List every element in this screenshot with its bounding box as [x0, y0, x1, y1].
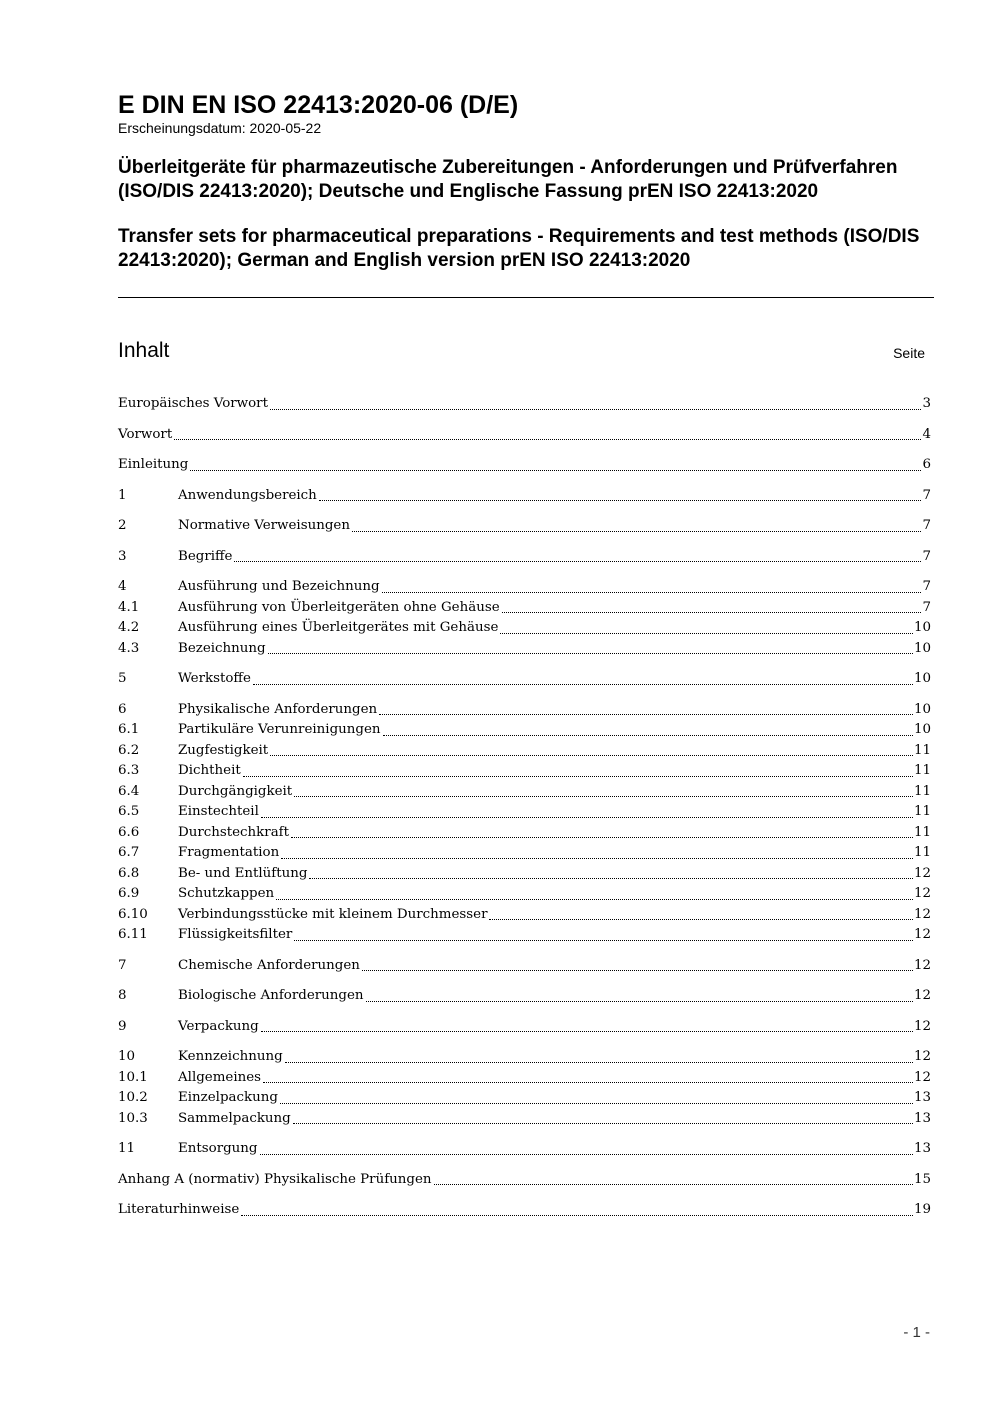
toc-entry[interactable]	[118, 986, 931, 1007]
toc-entry-number: 6.10	[118, 906, 148, 922]
toc-dot-leader	[270, 394, 922, 410]
toc-dot-leader	[309, 864, 912, 880]
toc-entry-page: 12	[913, 1018, 931, 1034]
toc-dot-leader	[260, 1139, 913, 1155]
toc-entry-page: 12	[913, 906, 931, 922]
toc-entry-title: Verpackung	[178, 1018, 259, 1034]
toc-entry[interactable]	[118, 1200, 931, 1221]
toc-dot-leader	[379, 700, 913, 716]
toc-entry[interactable]	[118, 598, 931, 619]
toc-dot-leader	[489, 905, 912, 921]
toc-dot-leader	[234, 547, 921, 563]
toc-entry-page: 6	[922, 457, 931, 472]
toc-dot-leader	[362, 956, 913, 972]
toc-page-label: Seite	[893, 345, 925, 361]
toc-entry-page: 13	[913, 1110, 931, 1126]
toc-entry-page: 12	[913, 957, 931, 973]
toc-entry-title: Flüssigkeitsfilter	[178, 927, 293, 942]
toc-entry[interactable]	[118, 802, 931, 823]
toc-entry-title: Dichtheit	[178, 763, 241, 778]
toc-entry-number: 6.11	[118, 927, 148, 942]
toc-dot-leader	[294, 782, 913, 798]
toc-dot-leader	[174, 425, 921, 441]
toc-entry-title: Einleitung	[118, 457, 189, 472]
toc-entry-page: 12	[913, 927, 931, 942]
toc-entry-page: 12	[913, 988, 931, 1003]
toc-entry-page: 11	[913, 845, 931, 860]
toc-entry[interactable]	[118, 394, 931, 415]
toc-entry-page: 7	[922, 579, 931, 594]
toc-entry-title: Europäisches Vorwort	[118, 396, 268, 411]
toc-entry-number: 6.1	[118, 722, 140, 737]
toc-entry-title: Be- und Entlüftung	[178, 865, 308, 881]
toc-entry-number: 6	[118, 701, 127, 717]
toc-entry[interactable]	[118, 618, 931, 639]
toc-entry[interactable]	[118, 720, 931, 741]
toc-dot-leader	[190, 455, 921, 471]
toc-entry-page: 11	[913, 824, 931, 840]
toc-entry-page: 10	[913, 640, 931, 656]
toc-entry-page: 13	[913, 1090, 931, 1105]
toc-entry[interactable]	[118, 516, 931, 537]
toc-entry-title: Literaturhinweise	[118, 1202, 240, 1217]
toc-dot-leader	[500, 618, 913, 634]
toc-entry[interactable]	[118, 884, 931, 905]
toc-entry-number: 6.4	[118, 783, 140, 799]
toc-entry[interactable]	[118, 1088, 931, 1109]
toc-dot-leader	[294, 925, 913, 941]
toc-dot-leader	[243, 761, 913, 777]
toc-dot-leader	[502, 598, 922, 614]
toc-entry[interactable]	[118, 1068, 931, 1089]
toc-dot-leader	[281, 843, 913, 859]
toc-entry-number: 10.1	[118, 1069, 148, 1085]
toc-entry[interactable]	[118, 782, 931, 803]
toc-entry[interactable]	[118, 925, 931, 946]
toc-entry[interactable]	[118, 741, 931, 762]
toc-entry[interactable]	[118, 864, 931, 885]
toc-entry-page: 12	[913, 886, 931, 901]
toc-dot-leader	[263, 1068, 913, 1084]
toc-dot-leader	[319, 486, 922, 502]
toc-dot-leader	[434, 1170, 913, 1186]
toc-entry-number: 6.7	[118, 845, 140, 860]
toc-entry-page: 7	[922, 548, 931, 564]
toc-entry-page: 12	[913, 865, 931, 881]
toc-entry[interactable]	[118, 455, 931, 476]
toc-entry-page: 11	[913, 763, 931, 778]
toc-entry[interactable]	[118, 905, 931, 926]
toc-entry-number: 6.6	[118, 824, 140, 840]
toc-entry-title: Verbindungsstücke mit kleinem Durchmesser	[178, 906, 488, 922]
toc-entry-title: Bezeichnung	[178, 640, 266, 656]
toc-dot-leader	[383, 720, 913, 736]
toc-entry-number: 7	[118, 957, 127, 973]
toc-entry-page: 3	[922, 396, 931, 411]
toc-entry-title: Normative Verweisungen	[178, 518, 350, 533]
toc-entry-title: Einzelpackung	[178, 1090, 278, 1105]
toc-dot-leader	[285, 1047, 913, 1063]
toc-entry-title: Partikuläre Verunreinigungen	[178, 722, 381, 737]
toc-entry-page: 12	[913, 1049, 931, 1064]
toc-entry[interactable]	[118, 700, 931, 721]
toc-entry-title: Durchgängigkeit	[178, 783, 293, 799]
header-divider	[118, 297, 934, 298]
toc-entry[interactable]	[118, 1170, 931, 1191]
toc-entry-page: 10	[913, 620, 931, 635]
toc-entry-title: Fragmentation	[178, 845, 280, 860]
toc-entry-number: 10	[118, 1049, 136, 1064]
toc-entry-page: 10	[913, 671, 931, 686]
toc-entry-title: Durchstechkraft	[178, 824, 290, 840]
toc-entry-number: 6.5	[118, 804, 140, 819]
page-number: - 1 -	[903, 1324, 930, 1341]
title-english: Transfer sets for pharmaceutical preparations - Requirements and test methods (ISO/DIS 22413:2020); German and English version prEN ISO 22413:2020	[118, 226, 920, 271]
toc-entry-number: 6.9	[118, 886, 140, 901]
toc-entry-page: 4	[922, 426, 931, 442]
toc-entry[interactable]	[118, 669, 931, 690]
toc-entry-title: Ausführung und Bezeichnung	[178, 579, 380, 594]
toc-entry-title: Anhang A (normativ) Physikalische Prüfungen	[118, 1171, 432, 1187]
document-id: E DIN EN ISO 22413:2020-06 (D/E)	[118, 91, 519, 119]
toc-entry[interactable]	[118, 1047, 931, 1068]
toc-entry[interactable]	[118, 823, 931, 844]
toc-heading: Inhalt	[118, 339, 170, 362]
toc-entry-page: 11	[913, 742, 931, 758]
toc-entry-page: 7	[922, 487, 931, 503]
toc-entry-title: Schutzkappen	[178, 886, 275, 901]
toc-entry-title: Ausführung eines Überleitgerätes mit Gehäuse	[178, 620, 499, 635]
toc-entry[interactable]	[118, 1109, 931, 1130]
toc-entry-number: 1	[118, 487, 127, 503]
toc-dot-leader	[366, 986, 913, 1002]
toc-entry[interactable]	[118, 1017, 931, 1038]
toc-entry-number: 11	[118, 1141, 136, 1156]
document-header	[118, 90, 934, 273]
toc-entry-number: 6.8	[118, 865, 140, 881]
toc-entry[interactable]	[118, 577, 931, 598]
toc-entry-number: 4.1	[118, 599, 140, 615]
toc-entry[interactable]	[118, 547, 931, 568]
toc-entry-page: 15	[913, 1171, 931, 1187]
toc-entry-number: 3	[118, 548, 127, 564]
toc-dot-leader	[241, 1200, 913, 1216]
toc-entry-title: Zugfestigkeit	[178, 742, 269, 758]
toc-entry-title: Anwendungsbereich	[178, 487, 317, 503]
toc-dot-leader	[270, 741, 913, 757]
toc-entry-page: 11	[913, 804, 931, 819]
toc-entry-page: 10	[913, 722, 931, 737]
toc-entry[interactable]	[118, 761, 931, 782]
toc-entry-title: Begriffe	[178, 548, 233, 564]
toc-entry-number: 6.2	[118, 742, 140, 758]
toc-entry[interactable]	[118, 486, 931, 507]
toc-entry-number: 5	[118, 671, 127, 686]
toc-entry-page: 11	[913, 783, 931, 799]
toc-dot-leader	[268, 639, 913, 655]
toc-entry[interactable]	[118, 1139, 931, 1160]
table-of-contents	[118, 394, 931, 1221]
toc-entry[interactable]	[118, 425, 931, 446]
toc-dot-leader	[276, 884, 913, 900]
toc-entry-number: 6.3	[118, 763, 140, 778]
toc-entry-number: 9	[118, 1018, 127, 1034]
toc-dot-leader	[291, 823, 913, 839]
toc-dot-leader	[253, 669, 913, 685]
toc-entry-page: 13	[913, 1141, 931, 1156]
toc-entry-number: 8	[118, 988, 127, 1003]
toc-entry-number: 10.2	[118, 1090, 148, 1105]
toc-dot-leader	[280, 1088, 913, 1104]
toc-entry[interactable]	[118, 639, 931, 660]
toc-entry-title: Entsorgung	[178, 1141, 258, 1156]
toc-entry-title: Sammelpackung	[178, 1110, 291, 1126]
toc-entry-title: Kennzeichnung	[178, 1049, 283, 1064]
toc-entry-page: 19	[913, 1202, 931, 1217]
toc-entry-page: 10	[913, 701, 931, 717]
toc-dot-leader	[352, 516, 922, 532]
toc-entry-number: 4	[118, 579, 127, 594]
toc-entry[interactable]	[118, 843, 931, 864]
toc-dot-leader	[382, 577, 922, 593]
toc-entry-page: 12	[913, 1069, 931, 1085]
toc-dot-leader	[261, 802, 913, 818]
toc-dot-leader	[293, 1109, 913, 1125]
toc-entry-title: Allgemeines	[178, 1069, 262, 1085]
toc-entry[interactable]	[118, 956, 931, 977]
toc-entry-title: Biologische Anforderungen	[178, 988, 364, 1003]
toc-entry-title: Werkstoffe	[178, 671, 251, 686]
toc-dot-leader	[261, 1017, 913, 1033]
toc-entry-title: Chemische Anforderungen	[178, 957, 360, 973]
toc-entry-title: Ausführung von Überleitgeräten ohne Gehäuse	[178, 599, 500, 615]
toc-entry-page: 7	[922, 518, 931, 533]
toc-entry-number: 4.2	[118, 620, 140, 635]
toc-entry-page: 7	[922, 599, 931, 615]
publication-date: Erscheinungsdatum: 2020-05-22	[118, 120, 322, 136]
title-german: Überleitgeräte für pharmazeutische Zubereitungen - Anforderungen und Prüfverfahren (ISO/DIS 22413:2020); Deutsche und Englische Fassung prEN ISO 22413:2020	[118, 157, 898, 202]
toc-entry-number: 10.3	[118, 1110, 148, 1126]
toc-entry-number: 4.3	[118, 640, 140, 656]
toc-entry-title: Physikalische Anforderungen	[178, 701, 378, 717]
toc-entry-title: Einstechteil	[178, 804, 259, 819]
toc-entry-number: 2	[118, 518, 127, 533]
toc-entry-title: Vorwort	[118, 426, 173, 442]
